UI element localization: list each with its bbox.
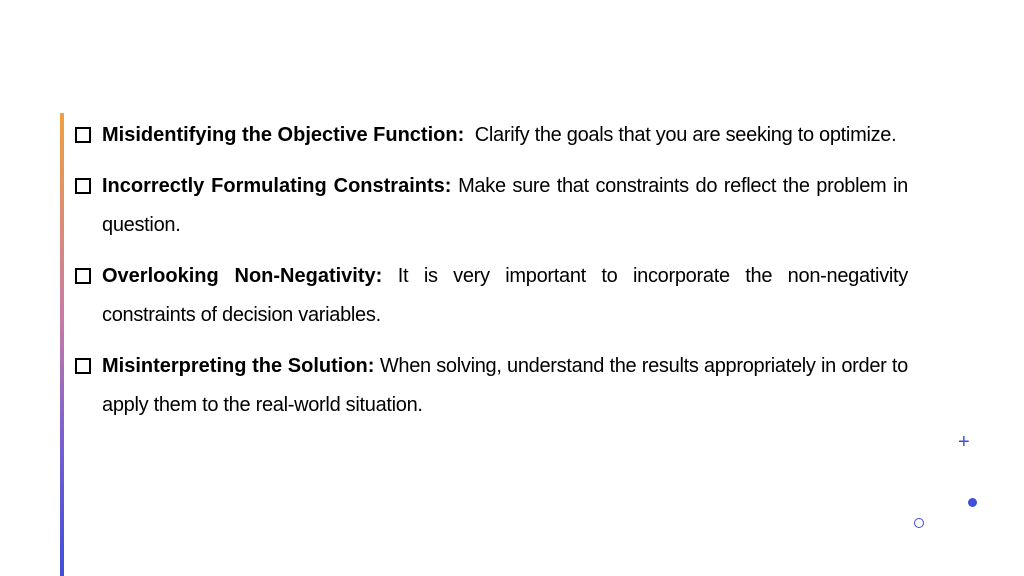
list-item <box>74 257 908 335</box>
dot-icon <box>968 498 977 507</box>
ring-icon <box>914 518 924 528</box>
bullet-list <box>74 116 908 437</box>
checkbox-icon <box>75 358 91 374</box>
item-term: Misinterpreting the Solution: <box>102 355 375 377</box>
list-item <box>74 347 908 425</box>
checkbox-icon <box>75 268 91 284</box>
checkbox-icon <box>75 127 91 143</box>
item-description: When solving, understand the results appropriately in order to apply them to the real-world situation. <box>102 355 908 416</box>
item-description: It is very important to incorporate the non-negativity constraints of decision variables. <box>102 265 909 326</box>
checkbox-icon <box>75 178 91 194</box>
item-term: Incorrectly Formulating Constraints: <box>102 175 452 197</box>
plus-icon: + <box>958 431 970 453</box>
item-description: Make sure that constraints do reflect the problem in question. <box>102 175 908 236</box>
list-item <box>74 116 908 155</box>
item-description: Clarify the goals that you are seeking to optimize. <box>474 124 897 146</box>
item-term: Overlooking Non-Negativity: <box>102 265 383 287</box>
list-item <box>74 167 908 245</box>
accent-bar <box>60 113 64 576</box>
item-term: Misidentifying the Objective Function: <box>102 124 465 146</box>
